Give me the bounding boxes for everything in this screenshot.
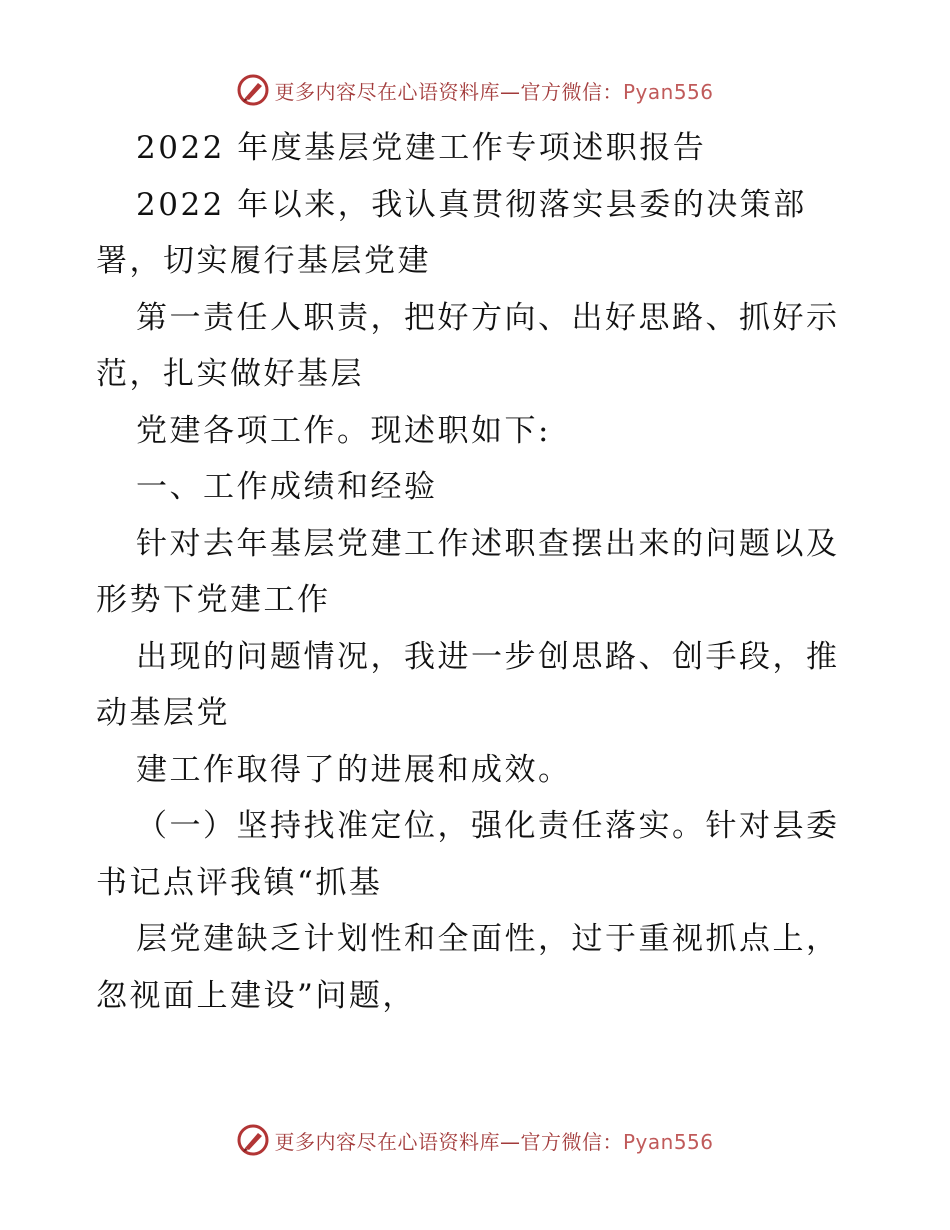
text-line: 第一责任人职责，把好方向、出好思路、抓好示 <box>136 299 840 336</box>
document-body <box>96 120 856 1024</box>
wechat-id: Pyan556 <box>622 1129 714 1154</box>
text-line: 党建各项工作。现述职如下: <box>136 412 551 449</box>
text-line: 2022 年度基层党建工作专项述职报告 <box>136 130 707 166</box>
text-line: 出现的问题情况，我进一步创思路、创手段，推 <box>136 638 840 675</box>
pen-logo-icon <box>236 73 270 107</box>
text-line: 形势下党建工作 <box>96 582 331 618</box>
text-line: 针对去年基层党建工作述职查摆出来的问题以及 <box>136 525 840 562</box>
header-watermark-banner <box>0 70 950 110</box>
text-line: 层党建缺乏计划性和全面性，过于重视抓点上， <box>136 921 840 957</box>
text-line: 署，切实履行基层党建 <box>96 243 431 279</box>
text-line: 忽视面上建设”问题， <box>96 977 416 1014</box>
wechat-id: Pyan556 <box>622 79 714 104</box>
text-line: 动基层党 <box>96 695 230 731</box>
text-line: （一）坚持找准定位，强化责任落实。针对县委 <box>136 808 840 844</box>
text-line: 建工作取得了的进展和成效。 <box>136 751 572 788</box>
watermark-text: 更多内容尽在心语资料库—官方微信：Pyan556 <box>274 1129 714 1154</box>
pen-logo-icon <box>236 1123 270 1157</box>
text-line: 2022 年以来，我认真贯彻落实县委的决策部 <box>136 186 807 223</box>
text-line: 一、工作成绩和经验 <box>136 469 438 505</box>
watermark-text: 更多内容尽在心语资料库—官方微信：Pyan556 <box>274 79 714 104</box>
text-line: 范，扎实做好基层 <box>96 356 364 392</box>
text-line: 书记点评我镇“抓基 <box>96 864 383 901</box>
footer-watermark-banner <box>0 1120 950 1160</box>
